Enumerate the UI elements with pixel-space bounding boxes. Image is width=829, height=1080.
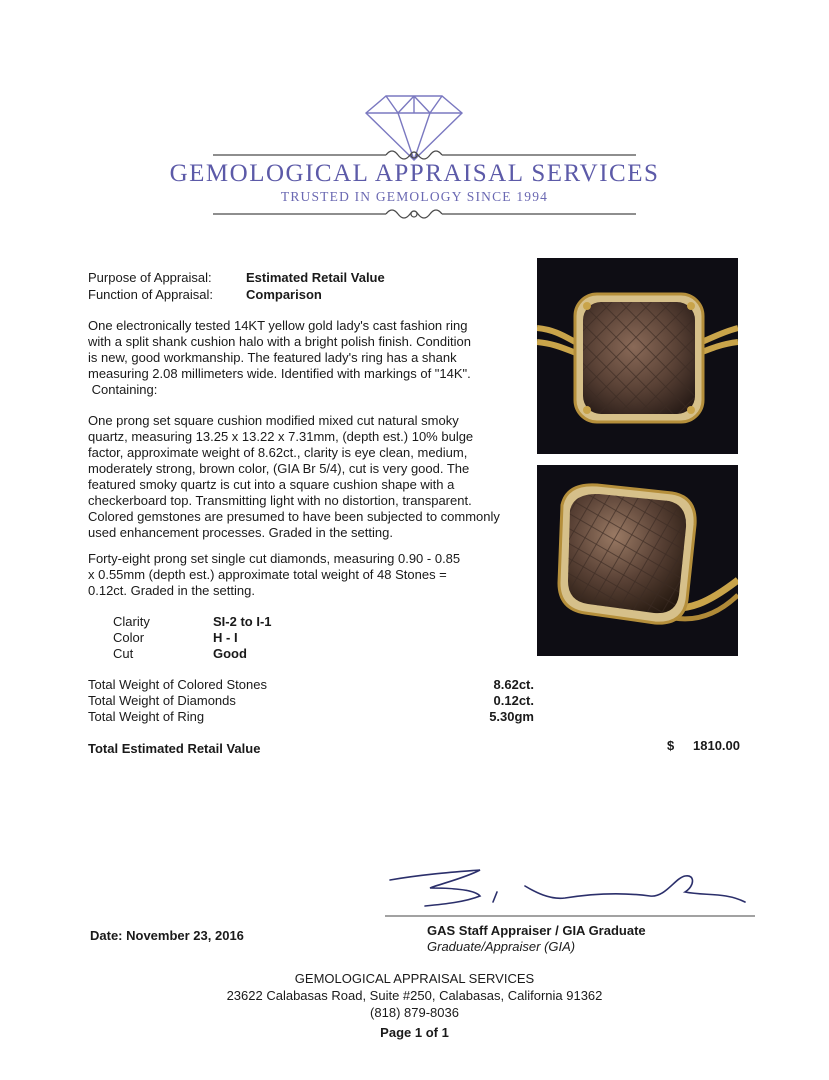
diamond-icon bbox=[366, 96, 462, 160]
total-ring-label: Total Weight of Ring bbox=[88, 709, 205, 724]
footer-address: 23622 Calabasas Road, Suite #250, Calabasas, California 91362 bbox=[226, 988, 603, 1003]
function-value: Comparison bbox=[246, 287, 322, 302]
retail-currency: $ bbox=[667, 738, 675, 753]
footer-phone: (818) 879-8036 bbox=[370, 1005, 459, 1020]
text-line: featured smoky quartz is cut into a square cushion shape with a bbox=[88, 477, 455, 492]
total-colored-stones-label: Total Weight of Colored Stones bbox=[88, 677, 267, 692]
text-line: Forty-eight prong set single cut diamonds, measuring 0.90 - 0.85 bbox=[88, 551, 461, 566]
text-line: with a split shank cushion halo with a bright polish finish. Condition bbox=[88, 334, 471, 349]
ring-top-view-image bbox=[537, 258, 738, 454]
grade-value: SI-2 to I-1 bbox=[213, 614, 272, 629]
function-row bbox=[88, 287, 508, 303]
function-label: Function of Appraisal: bbox=[88, 287, 214, 302]
company-name: GEMOLOGICAL APPRAISAL SERVICES bbox=[169, 160, 660, 187]
page-number: Page 1 of 1 bbox=[380, 1025, 449, 1040]
total-diamonds-label: Total Weight of Diamonds bbox=[88, 693, 236, 708]
signature-subtitle: Graduate/Appraiser (GIA) bbox=[427, 939, 576, 954]
text-line: One electronically tested 14KT yellow gold lady's cast fashion ring bbox=[88, 318, 468, 333]
text-line: is new, good workmanship. The featured lady's ring has a shank bbox=[88, 350, 457, 365]
text-line: One prong set square cushion modified mixed cut natural smoky bbox=[88, 413, 459, 428]
ring-description bbox=[88, 318, 533, 398]
footer-company: GEMOLOGICAL APPRAISAL SERVICES bbox=[294, 971, 535, 986]
grading-clarity bbox=[113, 614, 413, 630]
retail-value-label: Total Estimated Retail Value bbox=[88, 741, 261, 756]
letterhead-logo bbox=[0, 88, 829, 228]
company-tagline: TRUSTED IN GEMOLOGY SINCE 1994 bbox=[280, 189, 549, 204]
grading-cut bbox=[113, 646, 413, 662]
grade-label: Clarity bbox=[113, 614, 150, 629]
grading-color bbox=[113, 630, 413, 646]
ring-photo-top bbox=[537, 258, 738, 454]
ring-angle-view-image bbox=[537, 465, 738, 656]
text-line: 0.12ct. Graded in the setting. bbox=[88, 583, 255, 598]
text-line: checkerboard top. Transmitting light with no distortion, transparent. bbox=[88, 493, 472, 508]
text-line: quartz, measuring 13.25 x 13.22 x 7.31mm, (depth est.) 10% bulge bbox=[88, 429, 474, 444]
diamond-description bbox=[88, 551, 533, 599]
scroll-ornament-icon bbox=[213, 151, 636, 159]
text-line: Containing: bbox=[88, 382, 158, 397]
ring-photo-angle bbox=[537, 465, 738, 656]
text-line: measuring 2.08 millimeters wide. Identified with markings of "14K". bbox=[88, 366, 471, 381]
purpose-label: Purpose of Appraisal: bbox=[88, 270, 212, 285]
purpose-row bbox=[88, 270, 508, 286]
scroll-ornament-icon bbox=[213, 210, 636, 218]
gemstone-description bbox=[88, 413, 533, 541]
signature-title: GAS Staff Appraiser / GIA Graduate bbox=[427, 923, 646, 938]
signature-image bbox=[385, 858, 755, 920]
grade-value: H - I bbox=[213, 630, 238, 645]
text-line: x 0.55mm (depth est.) approximate total weight of 48 Stones = bbox=[88, 567, 447, 582]
purpose-value: Estimated Retail Value bbox=[246, 270, 385, 285]
total-diamonds-value: 0.12ct. bbox=[493, 693, 534, 708]
total-colored-stones-value: 8.62ct. bbox=[493, 677, 534, 692]
grade-label: Cut bbox=[113, 646, 134, 661]
text-line: Colored gemstones are presumed to have been subjected to commonly bbox=[88, 509, 500, 524]
retail-amount: 1810.00 bbox=[693, 738, 740, 753]
text-line: factor, approximate weight of 8.62ct., clarity is eye clean, medium, bbox=[88, 445, 468, 460]
appraisal-date: Date: November 23, 2016 bbox=[90, 928, 244, 943]
grade-label: Color bbox=[113, 630, 145, 645]
total-ring-value: 5.30gm bbox=[489, 709, 534, 724]
text-line: used enhancement processes. Graded in the setting. bbox=[88, 525, 393, 540]
text-line: moderately strong, brown color, (GIA Br 5/4), cut is very good. The bbox=[88, 461, 470, 476]
grade-value: Good bbox=[213, 646, 247, 661]
